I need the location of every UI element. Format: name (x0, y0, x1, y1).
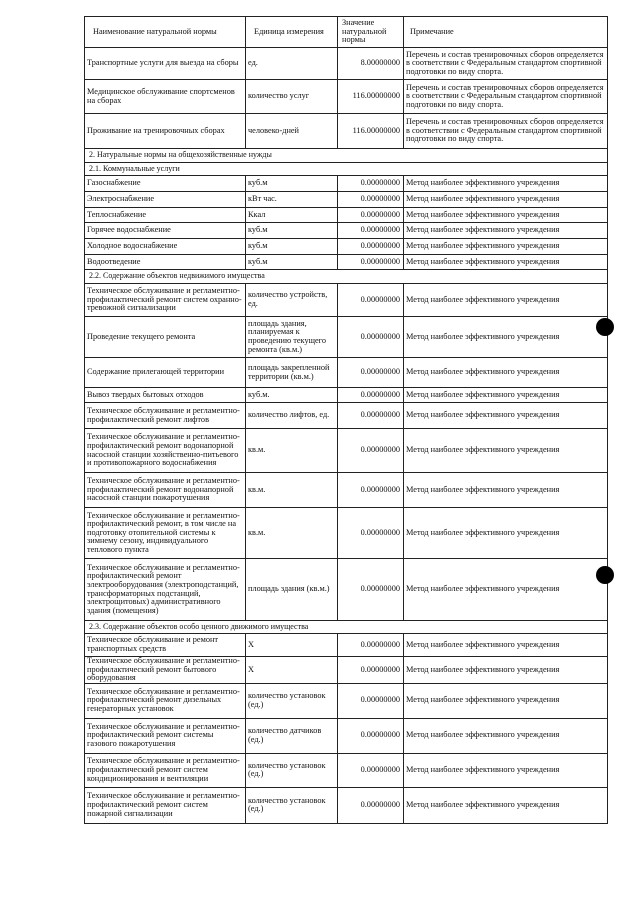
cell-unit: человеко-дней (246, 114, 338, 149)
cell-name: Техническое обслуживание и регламентно-профилактический ремонт электрооборудования (электроподстанций, трансформаторных подстанций, электрощитовых) административного здания (помещения) (85, 559, 246, 621)
cell-name: Транспортные услуги для выезда на сборы (85, 48, 246, 80)
cell-value: 0.00000000 (338, 753, 404, 787)
cell-note: Метод наиболее эффективного учреждения (404, 255, 608, 270)
cell-note: Метод наиболее эффективного учреждения (404, 429, 608, 473)
table-row (85, 403, 608, 429)
cell-value: 0.00000000 (338, 683, 404, 718)
table-row (85, 239, 608, 255)
cell-value: 0.00000000 (338, 718, 404, 753)
cell-name: Техническое обслуживание и регламентно-профилактический ремонт лифтов (85, 403, 246, 429)
cell-note: Метод наиболее эффективного учреждения (404, 634, 608, 657)
cell-unit: количество установок (ед.) (246, 787, 338, 823)
cell-unit: Ккал (246, 208, 338, 223)
table-row (85, 358, 608, 388)
table-row (85, 80, 608, 114)
cell-name: Техническое обслуживание и регламентно-профилактический ремонт дизельных генераторных установок (85, 683, 246, 718)
cell-note: Перечень и состав тренировочных сборов определяется в соответствии с Федеральным стандартом спортивной подготовки по виду спорта. (404, 80, 608, 114)
table-row (85, 718, 608, 753)
section-row (85, 163, 608, 176)
table-row (85, 223, 608, 239)
table-row (85, 317, 608, 358)
cell-unit: кв.м. (246, 508, 338, 559)
cell-value: 0.00000000 (338, 208, 404, 223)
cell-name: Содержание прилегающей территории (85, 358, 246, 388)
punch-hole-mark (596, 566, 614, 584)
cell-value: 0.00000000 (338, 403, 404, 429)
cell-name: Вывоз твердых бытовых отходов (85, 388, 246, 403)
table-row (85, 473, 608, 508)
cell-name: Техническое обслуживание и регламентно-профилактический ремонт бытового оборудования (85, 657, 246, 684)
header-note: Примечание (404, 17, 608, 48)
cell-value: 0.00000000 (338, 388, 404, 403)
cell-name: Техническое обслуживание и ремонт транспортных средств (85, 634, 246, 657)
cell-value: 0.00000000 (338, 176, 404, 192)
cell-value: 0.00000000 (338, 429, 404, 473)
cell-unit: количество устройств, ед. (246, 284, 338, 317)
header-name: Наименование натуральной нормы (85, 17, 246, 48)
cell-note: Метод наиболее эффективного учреждения (404, 223, 608, 239)
cell-unit: количество установок (ед.) (246, 753, 338, 787)
cell-unit: количество лифтов, ед. (246, 403, 338, 429)
header-unit: Единица измерения (246, 17, 338, 48)
table-row (85, 255, 608, 270)
cell-value: 116.00000000 (338, 80, 404, 114)
table-row (85, 508, 608, 559)
cell-name: Техническое обслуживание и регламентно-профилактический ремонт системы газового пожаротушения (85, 718, 246, 753)
cell-note: Метод наиболее эффективного учреждения (404, 239, 608, 255)
cell-note: Перечень и состав тренировочных сборов определяется в соответствии с Федеральным стандартом спортивной подготовки по виду спорта. (404, 114, 608, 149)
cell-name: Холодное водоснабжение (85, 239, 246, 255)
cell-unit: площадь здания, планируемая к проведению текущего ремонта (кв.м.) (246, 317, 338, 358)
table-row (85, 388, 608, 403)
table-header-row (85, 17, 608, 48)
table-row (85, 48, 608, 80)
cell-name: Водоотведение (85, 255, 246, 270)
cell-name: Проведение текущего ремонта (85, 317, 246, 358)
cell-value: 0.00000000 (338, 559, 404, 621)
section-title: 2.1. Коммунальные услуги (85, 163, 608, 176)
cell-note: Метод наиболее эффективного учреждения (404, 683, 608, 718)
cell-value: 0.00000000 (338, 657, 404, 684)
cell-note: Метод наиболее эффективного учреждения (404, 192, 608, 208)
table-row (85, 753, 608, 787)
cell-note: Метод наиболее эффективного учреждения (404, 508, 608, 559)
cell-unit: куб.м (246, 239, 338, 255)
table-row (85, 284, 608, 317)
cell-unit: количество установок (ед.) (246, 683, 338, 718)
section-title: 2. Натуральные нормы на общехозяйственные нужды (85, 149, 608, 163)
cell-note: Метод наиболее эффективного учреждения (404, 358, 608, 388)
table-row (85, 114, 608, 149)
cell-unit: куб.м. (246, 388, 338, 403)
cell-unit: количество датчиков (ед.) (246, 718, 338, 753)
cell-note: Метод наиболее эффективного учреждения (404, 317, 608, 358)
cell-name: Техническое обслуживание и регламентно-профилактический ремонт систем пожарной сигнализации (85, 787, 246, 823)
table-row (85, 429, 608, 473)
table-row (85, 683, 608, 718)
table-row (85, 192, 608, 208)
cell-note: Метод наиболее эффективного учреждения (404, 208, 608, 223)
table-body (85, 48, 608, 824)
cell-value: 0.00000000 (338, 317, 404, 358)
cell-name: Газоснабжение (85, 176, 246, 192)
table-row (85, 657, 608, 684)
cell-unit: площадь здания (кв.м.) (246, 559, 338, 621)
cell-note: Метод наиболее эффективного учреждения (404, 787, 608, 823)
table-row (85, 208, 608, 223)
cell-value: 0.00000000 (338, 192, 404, 208)
cell-value: 0.00000000 (338, 223, 404, 239)
cell-unit: ед. (246, 48, 338, 80)
cell-value: 116.00000000 (338, 114, 404, 149)
cell-value: 8.00000000 (338, 48, 404, 80)
section-title: 2.2. Содержание объектов недвижимого имущества (85, 270, 608, 284)
cell-unit: куб.м (246, 176, 338, 192)
cell-note: Метод наиболее эффективного учреждения (404, 403, 608, 429)
cell-unit: кв.м. (246, 473, 338, 508)
cell-note: Перечень и состав тренировочных сборов определяется в соответствии с Федеральным стандартом спортивной подготовки по виду спорта. (404, 48, 608, 80)
cell-note: Метод наиболее эффективного учреждения (404, 718, 608, 753)
cell-note: Метод наиболее эффективного учреждения (404, 284, 608, 317)
punch-hole-mark (596, 318, 614, 336)
cell-name: Теплоснабжение (85, 208, 246, 223)
cell-unit: кВт час. (246, 192, 338, 208)
cell-note: Метод наиболее эффективного учреждения (404, 559, 608, 621)
section-title: 2.3. Содержание объектов особо ценного движимого имущества (85, 621, 608, 634)
cell-unit: количество услуг (246, 80, 338, 114)
cell-unit: X (246, 657, 338, 684)
cell-name: Медицинское обслуживание спортсменов на сборах (85, 80, 246, 114)
cell-name: Техническое обслуживание и регламентно-профилактический ремонт водонапорной насосной станции хозяйственно-питьевого и противопожарного водоснабжения (85, 429, 246, 473)
cell-name: Техническое обслуживание и регламентно-профилактический ремонт систем охранно-тревожной сигнализации (85, 284, 246, 317)
cell-value: 0.00000000 (338, 787, 404, 823)
cell-unit: X (246, 634, 338, 657)
table-row (85, 787, 608, 823)
cell-value: 0.00000000 (338, 358, 404, 388)
cell-value: 0.00000000 (338, 239, 404, 255)
cell-unit: куб.м (246, 255, 338, 270)
cell-note: Метод наиболее эффективного учреждения (404, 473, 608, 508)
table-row (85, 176, 608, 192)
section-row (85, 149, 608, 163)
cell-name: Электроснабжение (85, 192, 246, 208)
cell-note: Метод наиболее эффективного учреждения (404, 388, 608, 403)
header-value: Значение натуральной нормы (338, 17, 404, 48)
cell-value: 0.00000000 (338, 634, 404, 657)
cell-unit: площадь закрепленной территории (кв.м.) (246, 358, 338, 388)
cell-name: Техническое обслуживание и регламентно-профилактический ремонт, в том числе на подготовку отопительной системы к зимнему сезону, индивидуального теплового пункта (85, 508, 246, 559)
cell-name: Горячее водоснабжение (85, 223, 246, 239)
table-row (85, 634, 608, 657)
table-row (85, 559, 608, 621)
cell-value: 0.00000000 (338, 473, 404, 508)
cell-value: 0.00000000 (338, 508, 404, 559)
cell-note: Метод наиболее эффективного учреждения (404, 176, 608, 192)
section-row (85, 621, 608, 634)
cell-name: Проживание на тренировочных сборах (85, 114, 246, 149)
norms-table (84, 16, 608, 824)
cell-value: 0.00000000 (338, 255, 404, 270)
section-row (85, 270, 608, 284)
cell-value: 0.00000000 (338, 284, 404, 317)
cell-name: Техническое обслуживание и регламентно-профилактический ремонт водонапорной насосной станции пожаротушения (85, 473, 246, 508)
cell-unit: куб.м (246, 223, 338, 239)
cell-unit: кв.м. (246, 429, 338, 473)
cell-name: Техническое обслуживание и регламентно-профилактический ремонт систем кондиционирования и вентиляции (85, 753, 246, 787)
cell-note: Метод наиболее эффективного учреждения (404, 657, 608, 684)
cell-note: Метод наиболее эффективного учреждения (404, 753, 608, 787)
